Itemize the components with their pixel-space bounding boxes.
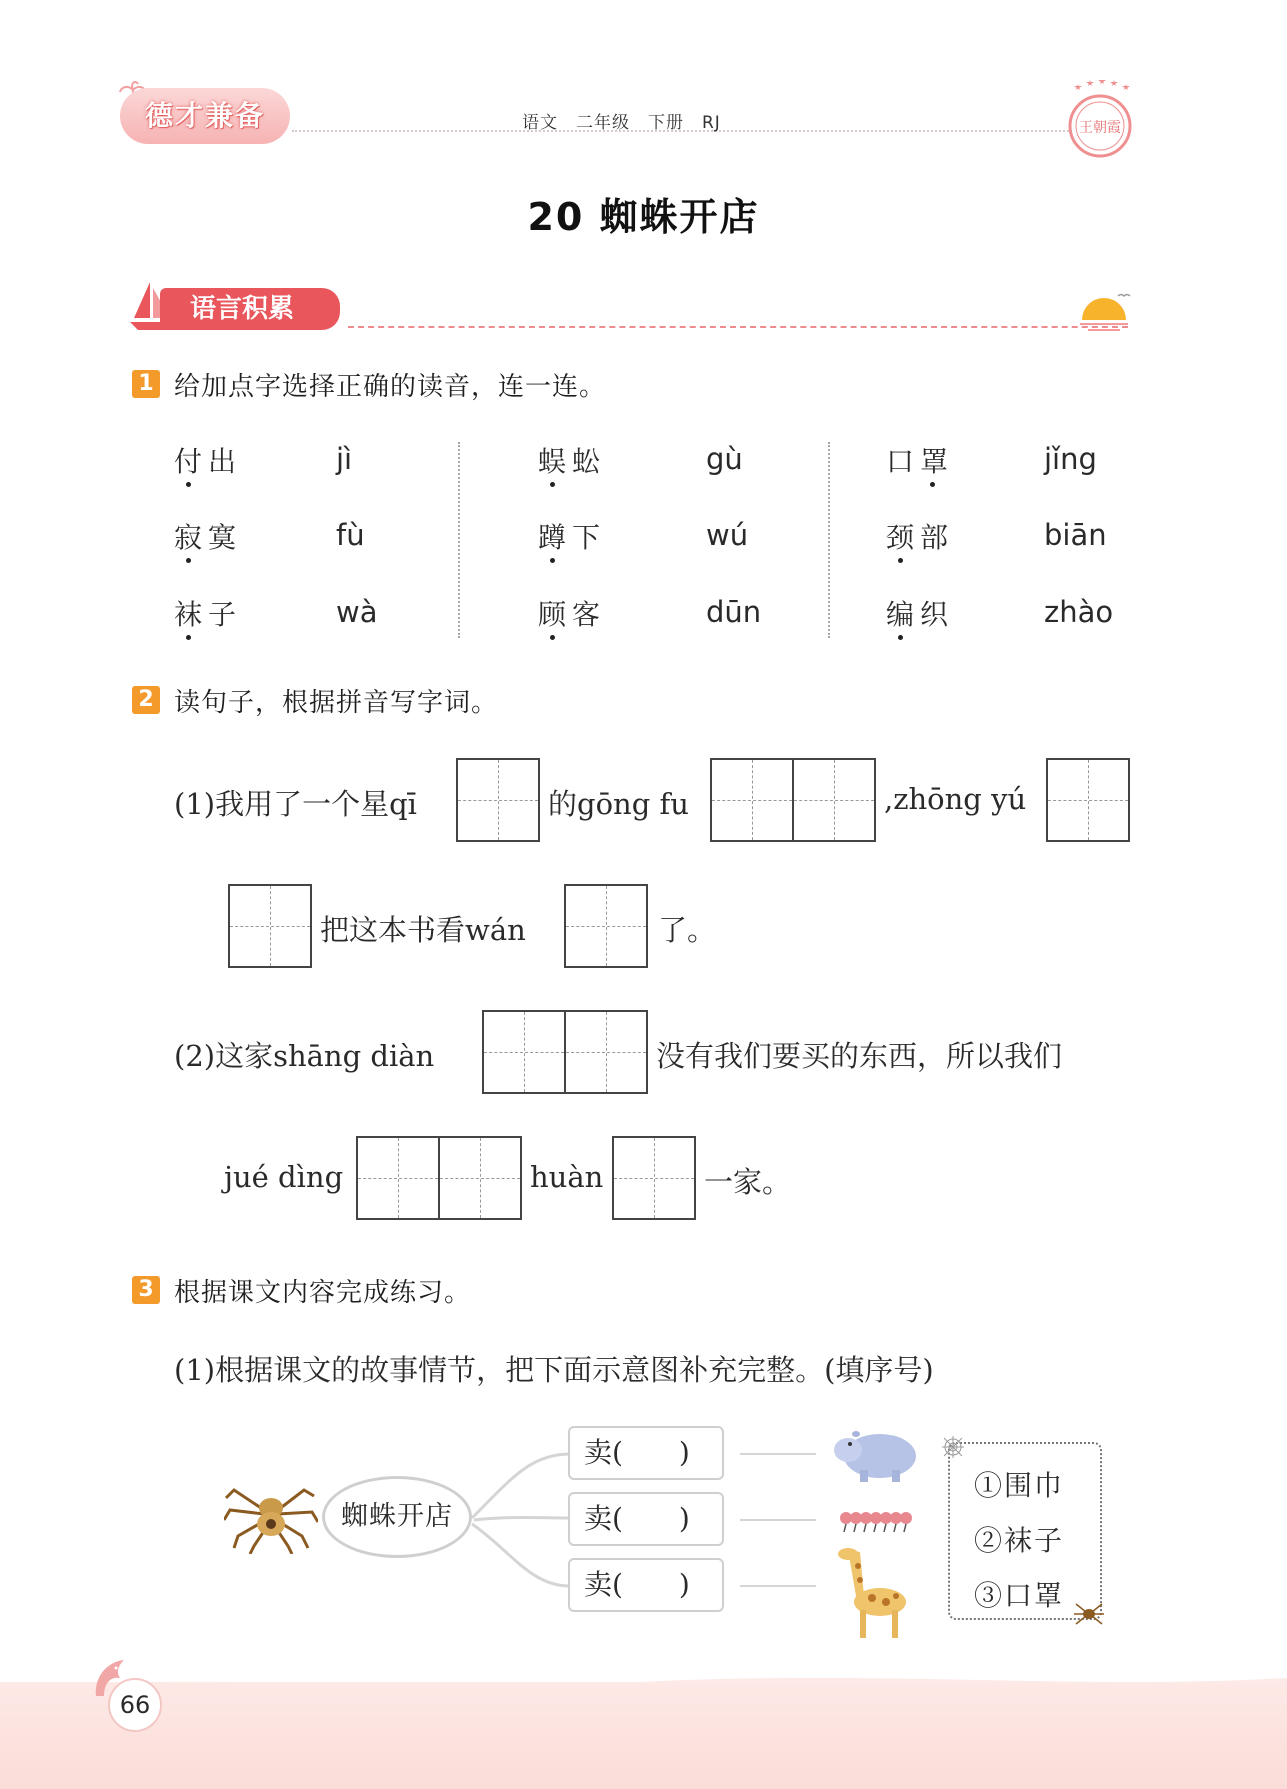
center-node: 蜘蛛开店 bbox=[322, 1476, 472, 1558]
q1-pinyin-3-1: jǐng bbox=[1044, 442, 1097, 476]
emphasis-dot bbox=[186, 635, 191, 640]
branch-lines bbox=[470, 1440, 570, 1610]
edition: RJ bbox=[702, 113, 721, 133]
q1-pinyin-2-3: dūn bbox=[706, 595, 762, 629]
q1-word-2-1: 蜈蚣 bbox=[538, 445, 607, 478]
spider-icon bbox=[224, 1480, 318, 1554]
sell-box-2[interactable]: 卖( ) bbox=[568, 1492, 724, 1546]
question-1-text: 给加点字选择正确的读音，连一连。 bbox=[174, 372, 607, 402]
option-2: ②袜子 bbox=[974, 1524, 1065, 1557]
q1-pinyin-2-2: wú bbox=[706, 518, 749, 552]
seal-text: 王朝霞 bbox=[1079, 120, 1121, 136]
sentence-2-part-c: jué dìng bbox=[224, 1160, 344, 1194]
sentence-1-part-b: 的gōng fu bbox=[548, 787, 689, 821]
question-number-1: 1 bbox=[132, 370, 160, 398]
connector-line bbox=[740, 1585, 816, 1587]
emphasis-dot bbox=[550, 482, 555, 487]
answer-box-zhongyu-2[interactable] bbox=[228, 884, 312, 968]
connector-line bbox=[740, 1519, 816, 1521]
option-3: ③口罩 bbox=[974, 1579, 1065, 1612]
answer-box-wan[interactable] bbox=[564, 884, 648, 968]
answer-box-gongfu[interactable] bbox=[710, 758, 876, 842]
sentence-1-part-d: 把这本书看wán bbox=[320, 913, 526, 947]
answer-box-zhongyu-1[interactable] bbox=[1046, 758, 1130, 842]
q1-word-3-1: 口罩 bbox=[886, 445, 955, 478]
volume: 下册 bbox=[648, 113, 684, 133]
question-number-2: 2 bbox=[132, 686, 160, 714]
answer-box-shangdian[interactable] bbox=[482, 1010, 648, 1094]
seal-icon bbox=[1062, 80, 1138, 164]
q1-word-2-3: 顾客 bbox=[538, 598, 607, 631]
sentence-1-part-c: ,zhōng yú bbox=[884, 782, 1027, 816]
emphasis-dot bbox=[550, 558, 555, 563]
answer-box-qi[interactable] bbox=[456, 758, 540, 842]
q1-word-2-2: 蹲下 bbox=[538, 521, 607, 554]
sell-box-1[interactable]: 卖( ) bbox=[568, 1426, 724, 1480]
page-title: 20 蜘蛛开店 bbox=[527, 195, 760, 239]
question-number-3: 3 bbox=[132, 1276, 160, 1304]
sentence-2-part-b: 没有我们要买的东西，所以我们 bbox=[656, 1039, 1063, 1073]
sentence-2-part-a: (2)这家shāng diàn bbox=[174, 1039, 435, 1073]
answer-box-jueding[interactable] bbox=[356, 1136, 522, 1220]
grade: 二年级 bbox=[576, 113, 630, 133]
footer-background bbox=[0, 1682, 1287, 1789]
sentence-2-part-d: huàn bbox=[530, 1160, 604, 1194]
question-3-sub: (1)根据课文的故事情节，把下面示意图补充完整。(填序号) bbox=[174, 1353, 934, 1387]
section-banner: 语言积累 bbox=[160, 288, 340, 330]
q1-word-1-3: 袜子 bbox=[174, 598, 243, 631]
q1-pinyin-3-3: zhào bbox=[1044, 595, 1114, 629]
question-3-text: 根据课文内容完成练习。 bbox=[174, 1278, 472, 1308]
q1-pinyin-1-3: wà bbox=[336, 595, 378, 629]
emphasis-dot bbox=[186, 558, 191, 563]
emphasis-dot bbox=[898, 558, 903, 563]
emphasis-dot bbox=[550, 635, 555, 640]
q1-pinyin-1-1: jì bbox=[336, 442, 353, 476]
q1-word-1-1: 付出 bbox=[174, 445, 243, 478]
small-spider-icon bbox=[1072, 1600, 1106, 1626]
options-box bbox=[948, 1442, 1102, 1620]
section-divider bbox=[348, 326, 1128, 328]
sell-box-3[interactable]: 卖( ) bbox=[568, 1558, 724, 1612]
q1-pinyin-1-2: fù bbox=[336, 518, 365, 552]
q1-word-3-2: 颈部 bbox=[886, 521, 955, 554]
hippo-icon bbox=[834, 1422, 918, 1484]
sentence-2-part-e: 一家。 bbox=[704, 1165, 792, 1199]
web-icon bbox=[942, 1436, 964, 1458]
question-2-text: 读句子，根据拼音写字词。 bbox=[174, 688, 499, 718]
sunset-icon bbox=[1076, 290, 1132, 338]
column-divider bbox=[458, 442, 460, 638]
q1-pinyin-2-1: gù bbox=[706, 442, 743, 476]
option-1: ①围巾 bbox=[974, 1469, 1065, 1502]
q1-word-3-3: 编织 bbox=[886, 598, 955, 631]
q1-pinyin-3-2: biān bbox=[1044, 518, 1107, 552]
subject-name: 语文 bbox=[522, 113, 558, 133]
emphasis-dot bbox=[930, 482, 935, 487]
emphasis-dot bbox=[186, 482, 191, 487]
q1-word-1-2: 寂寞 bbox=[174, 521, 243, 554]
sentence-1-part-a: (1)我用了一个星qī bbox=[174, 787, 417, 821]
answer-box-huan[interactable] bbox=[612, 1136, 696, 1220]
connector-line bbox=[740, 1453, 816, 1455]
brand-logo: 德才兼备 bbox=[120, 88, 290, 144]
page-number: 66 bbox=[108, 1678, 162, 1732]
column-divider bbox=[828, 442, 830, 638]
sentence-1-part-e: 了。 bbox=[658, 913, 717, 947]
centipede-icon bbox=[836, 1504, 918, 1534]
giraffe-icon bbox=[836, 1546, 910, 1640]
subject-info bbox=[522, 108, 739, 133]
emphasis-dot bbox=[898, 635, 903, 640]
